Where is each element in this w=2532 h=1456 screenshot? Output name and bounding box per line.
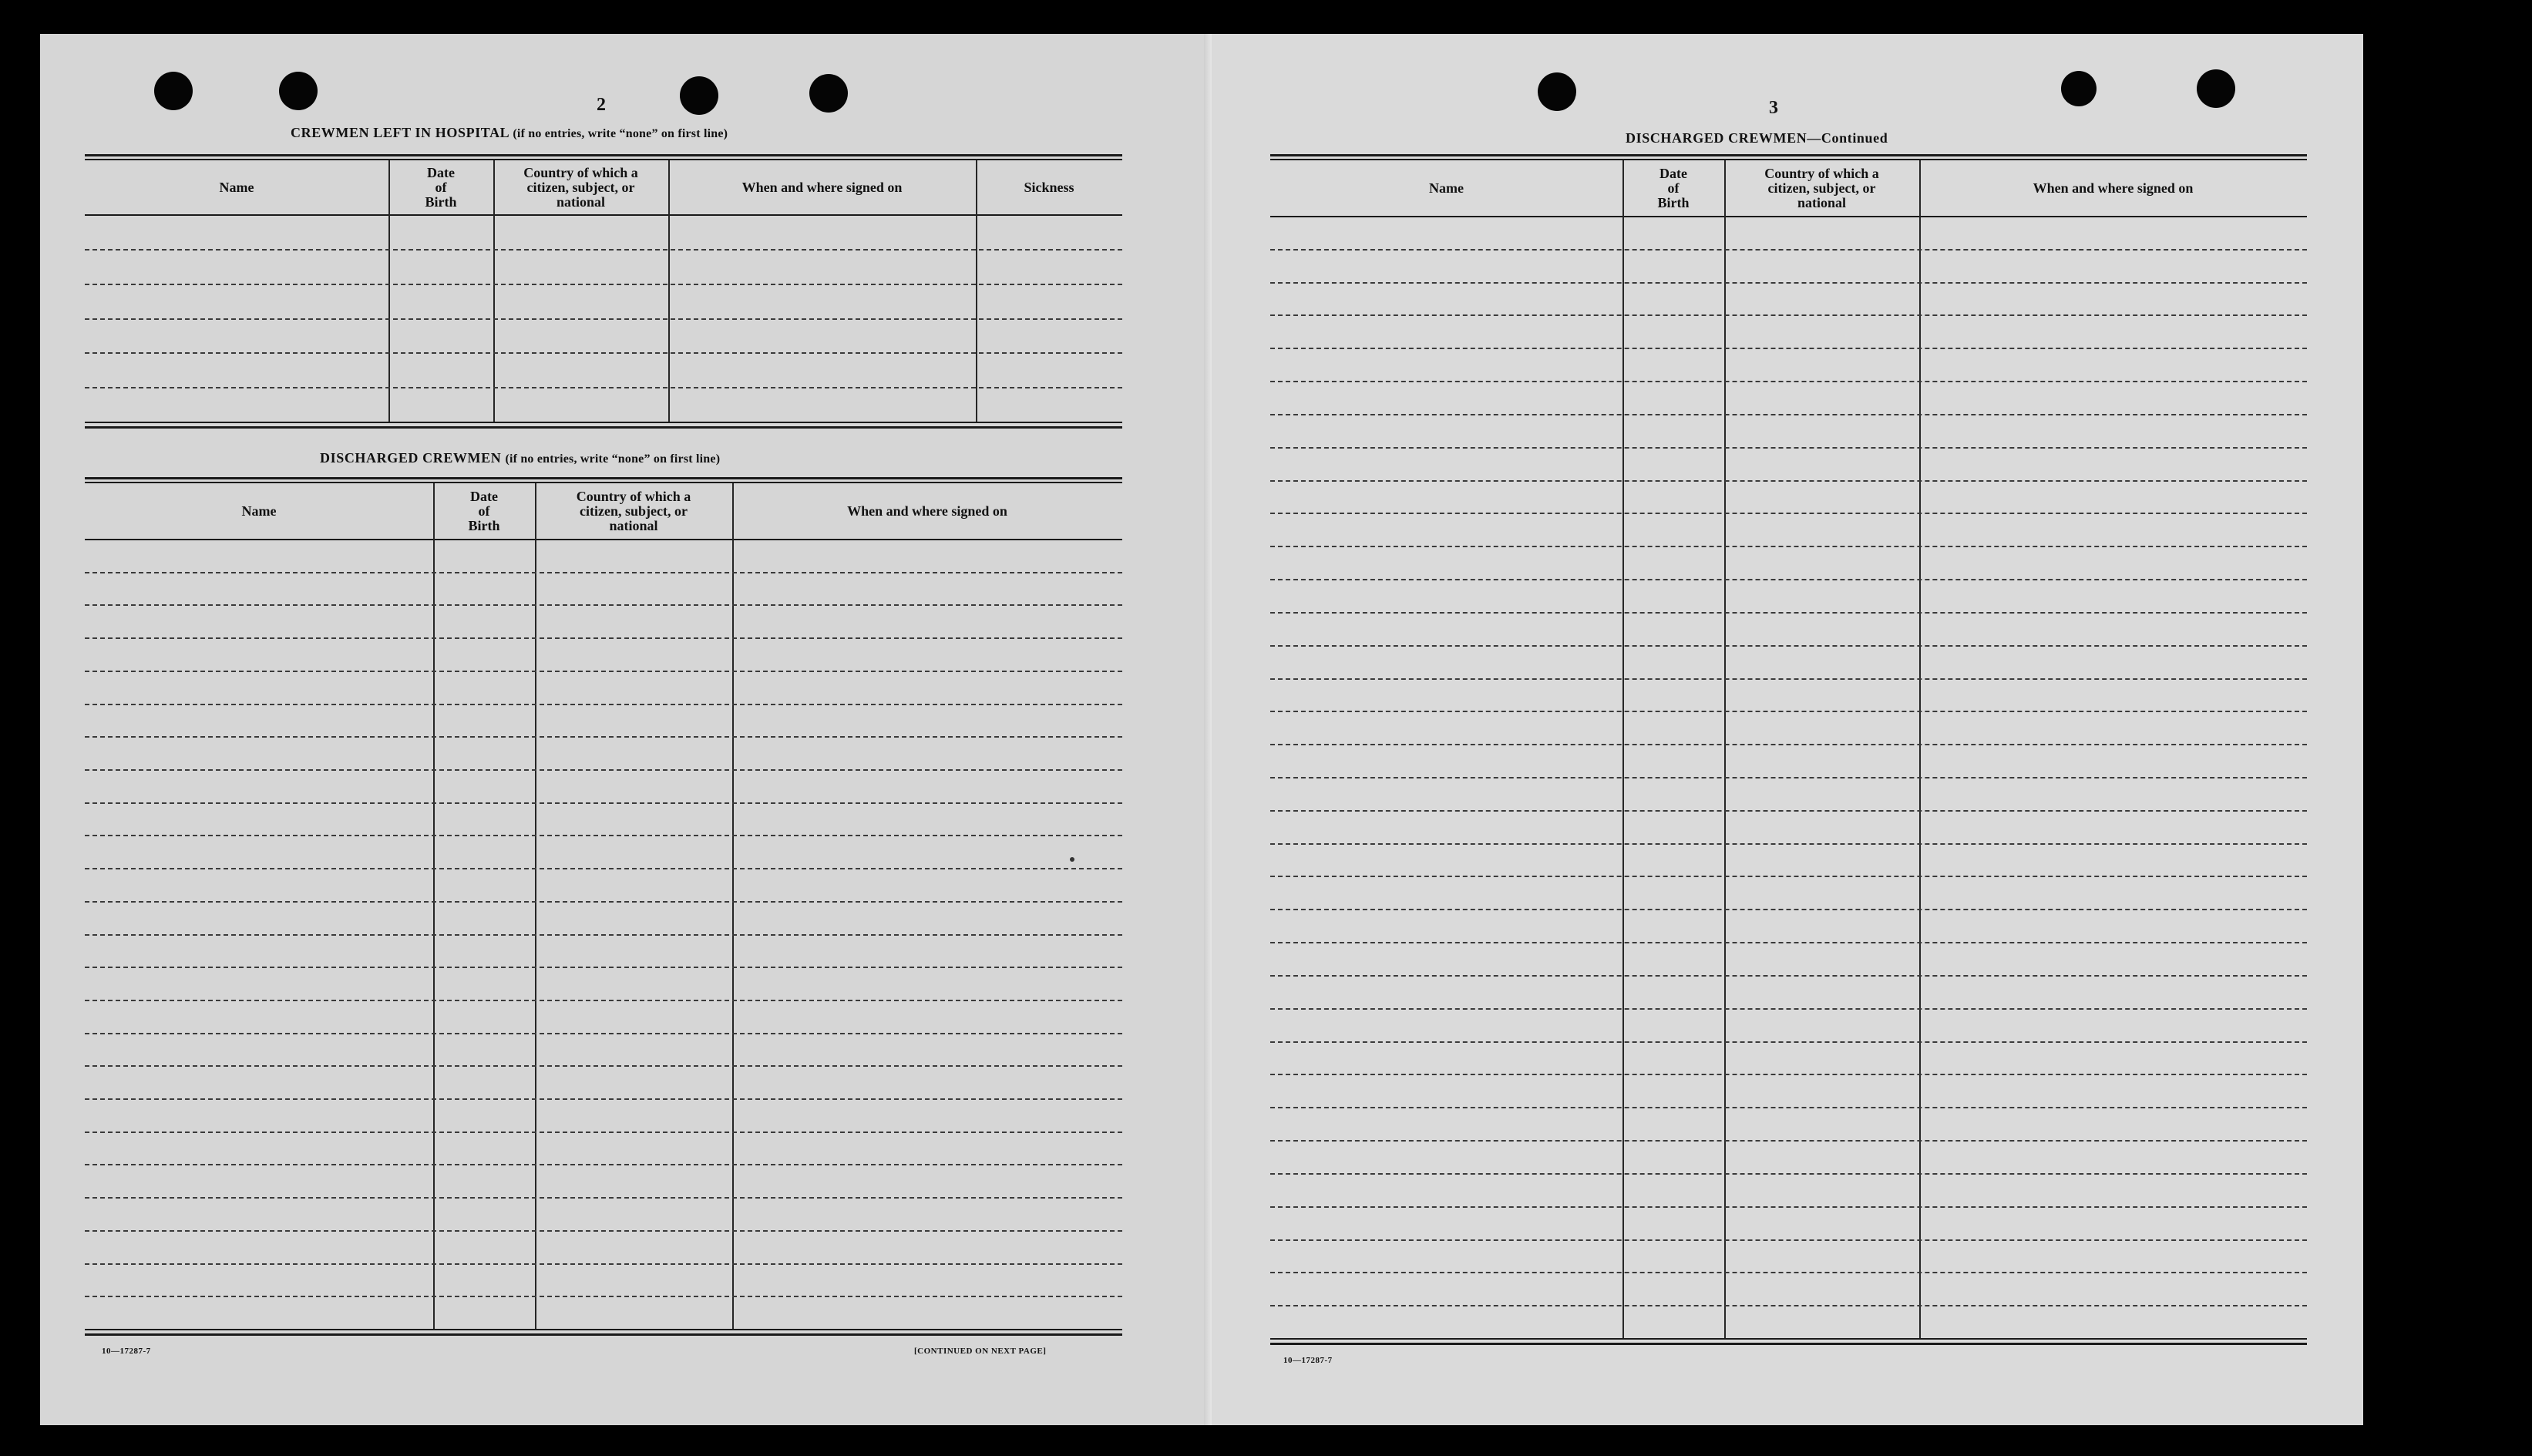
punch-hole: [2197, 69, 2235, 108]
section-title-text: DISCHARGED CREWMEN: [320, 450, 502, 466]
right-page: [1212, 34, 2363, 1425]
entry-line: [85, 1230, 1122, 1232]
entry-line: [1270, 1272, 2307, 1273]
discharged-section-title: [320, 450, 720, 466]
header-rule: [1270, 216, 2307, 217]
entry-line: [85, 284, 1122, 285]
table-bottom-rule: [85, 1333, 1122, 1336]
entry-line: [1270, 447, 2307, 449]
entry-line: [1270, 1140, 2307, 1142]
punch-hole: [680, 76, 718, 115]
table-top-rule: [85, 482, 1122, 483]
entry-line: [1270, 282, 2307, 284]
discharged-continued-title: DISCHARGED CREWMEN—Continued: [1626, 130, 1888, 146]
column-header: Name: [1429, 180, 1464, 196]
page-number: 2: [597, 95, 606, 115]
entry-line: [1270, 777, 2307, 778]
section-title-text: CREWMEN LEFT IN HOSPITAL: [291, 125, 509, 140]
entry-line: [85, 1065, 1122, 1067]
column-header: Country of which a citizen, subject, or national: [1764, 165, 1879, 210]
column-divider: [1622, 160, 1624, 1338]
entry-line: [1270, 381, 2307, 382]
entry-line: [85, 1000, 1122, 1001]
entry-line: [1270, 480, 2307, 482]
entry-line: [1270, 348, 2307, 349]
column-header: Name: [241, 503, 277, 519]
header-rule: [85, 539, 1122, 540]
entry-line: [1270, 414, 2307, 415]
form-number: 10—17287-7: [102, 1347, 151, 1356]
entry-line: [1270, 744, 2307, 745]
entry-line: [85, 1098, 1122, 1100]
left-page: [40, 34, 1212, 1425]
entry-line: [1270, 1107, 2307, 1108]
entry-line: [85, 901, 1122, 903]
entry-line: [85, 1197, 1122, 1199]
section-instruction: (if no entries, write “none” on first line): [513, 127, 728, 140]
column-header: When and where signed on: [2033, 180, 2194, 196]
table-bottom-rule: [85, 1329, 1122, 1330]
entry-line: [1270, 1074, 2307, 1075]
entry-line: [85, 769, 1122, 771]
entry-line: [1270, 314, 2307, 316]
entry-line: [85, 318, 1122, 320]
entry-line: [85, 704, 1122, 705]
punch-hole: [279, 72, 318, 110]
entry-line: [85, 1033, 1122, 1034]
entry-line: [85, 1164, 1122, 1165]
entry-line: [1270, 843, 2307, 845]
table-bottom-rule: [1270, 1338, 2307, 1340]
punch-hole: [2061, 71, 2097, 106]
table-bottom-rule: [1270, 1343, 2307, 1345]
table-bottom-rule: [85, 422, 1122, 423]
entry-line: [85, 604, 1122, 606]
entry-line: [85, 572, 1122, 573]
column-divider: [1724, 160, 1726, 1338]
entry-line: [1270, 975, 2307, 977]
table-top-rule: [1270, 154, 2307, 156]
punch-hole: [1538, 72, 1576, 111]
punch-hole: [809, 74, 848, 113]
entry-line: [1270, 678, 2307, 680]
column-header: When and where signed on: [741, 179, 903, 195]
entry-line: [1270, 249, 2307, 251]
table-top-rule: [85, 477, 1122, 479]
entry-line: [1270, 1041, 2307, 1043]
entry-line: [1270, 711, 2307, 712]
column-header: Country of which a citizen, subject, or national: [523, 164, 638, 210]
entry-line: [1270, 546, 2307, 547]
column-divider: [535, 483, 536, 1329]
column-header: Date of Birth: [468, 488, 500, 533]
entry-line: [1270, 876, 2307, 877]
entry-line: [85, 934, 1122, 936]
column-divider: [732, 483, 734, 1329]
entry-line: [85, 1132, 1122, 1133]
entry-line: [85, 967, 1122, 968]
form-number: 10—17287-7: [1283, 1356, 1333, 1365]
table-top-rule: [1270, 159, 2307, 160]
hospital-section-title: [291, 125, 728, 141]
entry-line: [85, 835, 1122, 836]
entry-line: [1270, 1305, 2307, 1306]
entry-line: [1270, 810, 2307, 812]
column-divider: [433, 483, 435, 1329]
entry-line: [85, 736, 1122, 738]
entry-line: [1270, 909, 2307, 910]
entry-line: [1270, 1206, 2307, 1208]
entry-line: [85, 802, 1122, 804]
entry-line: [85, 249, 1122, 251]
entry-line: [85, 671, 1122, 672]
column-header: Country of which a citizen, subject, or national: [576, 488, 691, 533]
page-number: 3: [1769, 98, 1778, 118]
entry-line: [85, 868, 1122, 869]
entry-line: [1270, 942, 2307, 943]
entry-line: [1270, 513, 2307, 514]
entry-line: [85, 1263, 1122, 1265]
document-sheet: [40, 34, 2363, 1425]
column-header: Name: [219, 179, 254, 195]
table-top-rule: [85, 159, 1122, 160]
table-top-rule: [85, 154, 1122, 156]
entry-line: [85, 352, 1122, 354]
column-header: Date of Birth: [1657, 165, 1690, 210]
punch-hole: [154, 72, 193, 110]
section-instruction: (if no entries, write “none” on first line): [505, 452, 721, 466]
entry-line: [1270, 1239, 2307, 1241]
entry-line: [1270, 1008, 2307, 1010]
continued-note: [CONTINUED ON NEXT PAGE]: [914, 1347, 1047, 1356]
entry-line: [1270, 1173, 2307, 1175]
column-divider: [1919, 160, 1921, 1338]
ink-speck: [1070, 857, 1074, 862]
entry-line: [1270, 612, 2307, 614]
table-bottom-rule: [85, 426, 1122, 429]
entry-line: [1270, 579, 2307, 580]
entry-line: [85, 387, 1122, 388]
entry-line: [85, 1296, 1122, 1297]
entry-line: [1270, 645, 2307, 647]
entry-line: [85, 637, 1122, 639]
header-rule: [85, 214, 1122, 216]
column-header: Date of Birth: [425, 164, 457, 210]
column-header: Sickness: [1024, 179, 1074, 195]
column-header: When and where signed on: [847, 503, 1007, 519]
